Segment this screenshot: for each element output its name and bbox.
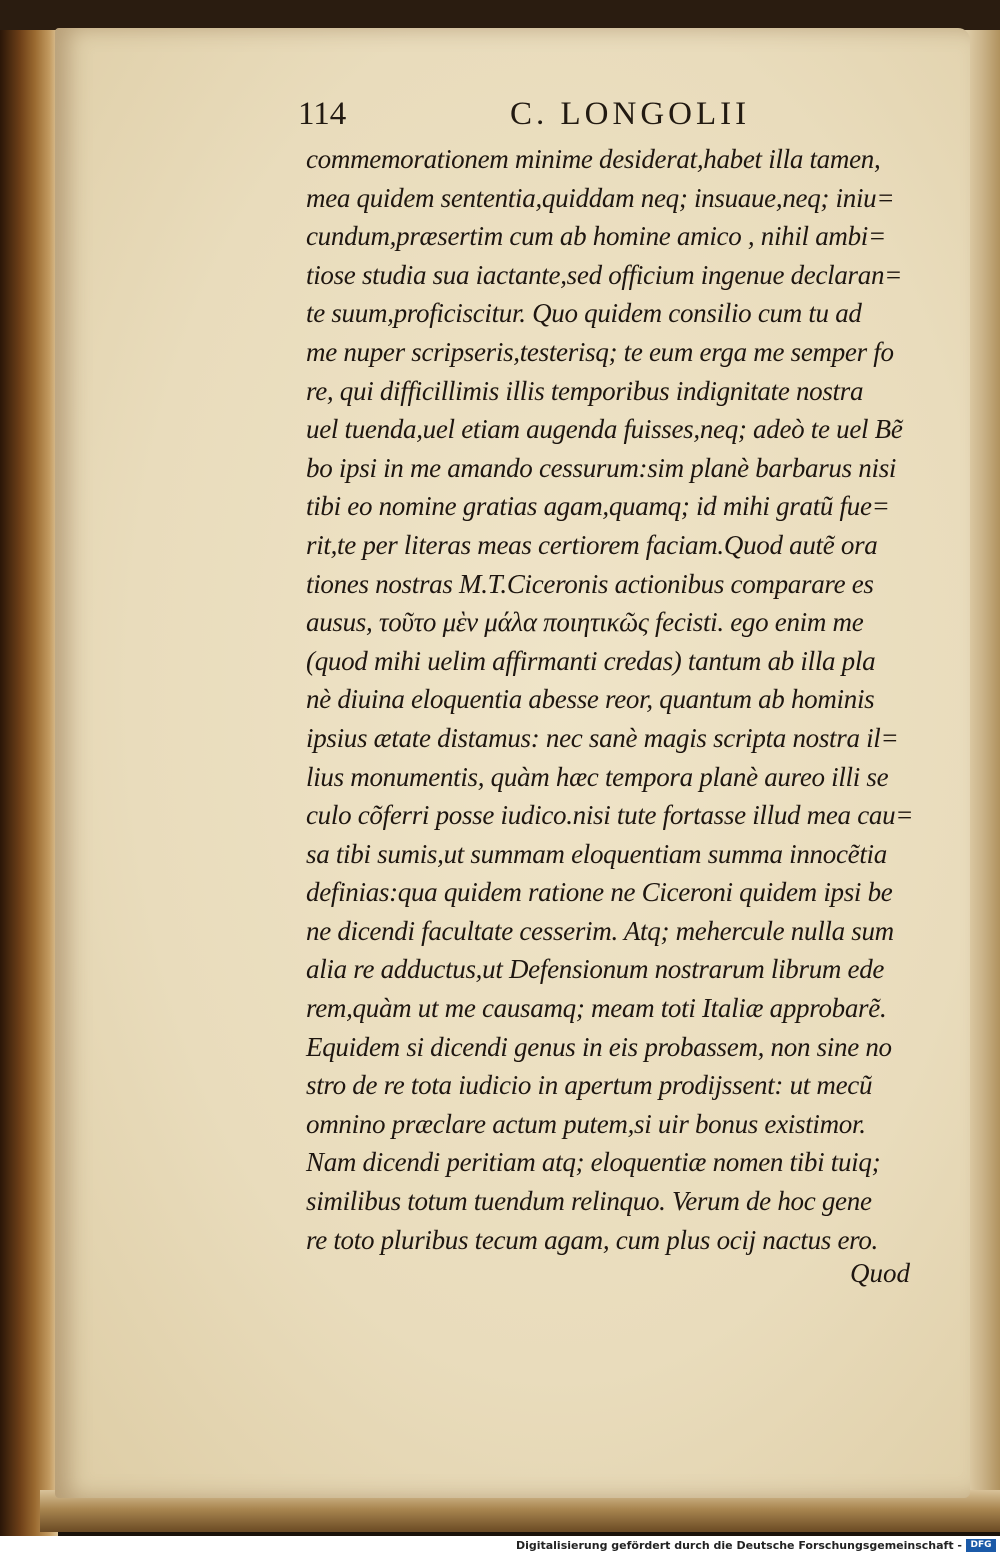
scan-top-border: [0, 0, 1000, 30]
text-line: re toto pluribus tecum agam, cum plus ocij nactus ero.: [306, 1224, 878, 1255]
text-line: (quod mihi uelim affirmanti credas) tantum ab illa pla: [306, 645, 876, 676]
text-line: alia re adductus,ut Defensionum nostrarum librum ede: [306, 954, 885, 985]
page-text-block: [306, 140, 951, 1259]
dfg-logo: DFG: [966, 1539, 996, 1552]
text-line: culo cõferri posse iudico.nisi tute fortasse illud mea cau=: [306, 800, 914, 831]
text-line: omnino præclare actum putem,si uir bonus existimor.: [306, 1108, 866, 1139]
text-line: lius monumentis, quàm hæc tempora planè aureo illi se: [306, 761, 889, 792]
text-line: definias:qua quidem ratione ne Ciceroni quidem ipsi be: [306, 877, 893, 908]
text-line: bo ipsi in me amando cessurum:sim planè barbarus nisi: [306, 452, 897, 483]
text-line: re, qui difficillimis illis temporibus indignitate nostra: [306, 375, 864, 406]
credit-text: Digitalisierung gefördert durch die Deutsche Forschungsgemeinschaft -: [515, 1539, 962, 1552]
text-line: rem,quàm ut me causamq; meam toti Italiæ approbarẽ.: [306, 993, 887, 1024]
text-line: te suum,proficiscitur. Quo quidem consilio cum tu ad: [306, 298, 862, 329]
running-head: C. LONGOLII: [510, 96, 751, 132]
text-line: cundum,præsertim cum ab homine amico , nihil ambi=: [306, 221, 886, 252]
text-line: tiose studia sua iactante,sed officium ingenue declaran=: [306, 259, 903, 290]
text-line: tibi eo nomine gratias agam,quamq; id mihi gratũ fue=: [306, 491, 890, 522]
text-line: nè diuina eloquentia abesse reor, quantum ab hominis: [306, 684, 875, 715]
text-line: ausus, τοῦτο μὲν μάλα ποιητικῶς fecisti. ego enim me: [306, 607, 864, 638]
text-line: Nam dicendi peritiam atq; eloquentiæ nomen tibi tuiq;: [306, 1147, 881, 1178]
text-line: tiones nostras M.T.Ciceronis actionibus comparare es: [306, 568, 874, 599]
book-gutter-edge: [0, 30, 58, 1540]
text-line: stro de re tota iudicio in apertum prodijssent: ut mecũ: [306, 1070, 873, 1101]
text-line: commemorationem minime desiderat,habet illa tamen,: [306, 144, 881, 174]
text-line: Equidem si dicendi genus in eis probassem, non sine no: [306, 1031, 892, 1062]
digitization-credit-bar: [0, 1536, 1000, 1556]
text-line: ne dicendi facultate cesserim. Atq; mehercule nulla sum: [306, 915, 894, 946]
page-number: 114: [298, 96, 347, 132]
catchword: Quod: [850, 1258, 910, 1288]
text-line: ipsius ætate distamus: nec sanè magis scripta nostra il=: [306, 722, 899, 753]
text-line: me nuper scripseris,testerisq; te eum erga me semper fo: [306, 336, 894, 367]
text-line: sa tibi sumis,ut summam eloquentiam summa innocẽtia: [306, 838, 887, 869]
text-line: rit,te per literas meas certiorem faciam.Quod autẽ ora: [306, 529, 878, 560]
text-line: mea quidem sententia,quiddam neq; insuaue,neq; iniu=: [306, 182, 895, 213]
text-line: uel tuenda,uel etiam augenda fuisses,neq; adeò te uel Bẽ: [306, 414, 903, 445]
text-line: similibus totum tuendum relinquo. Verum de hoc gene: [306, 1186, 872, 1217]
